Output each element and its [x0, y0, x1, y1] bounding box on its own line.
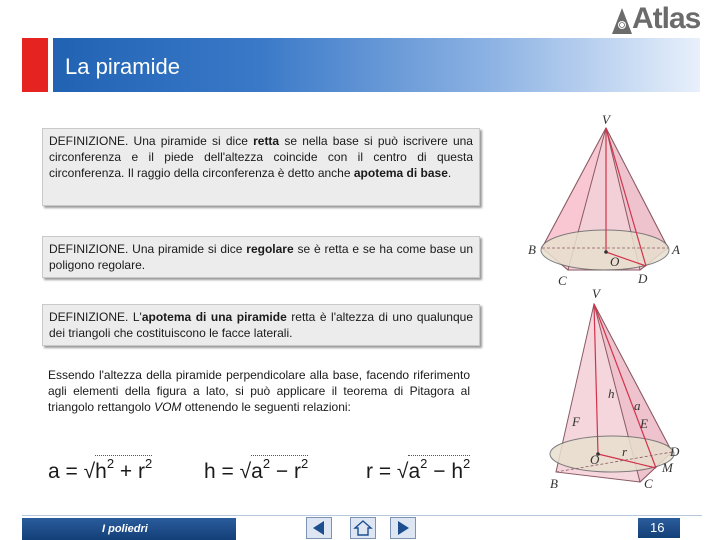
- svg-text:h: h: [608, 386, 615, 401]
- svg-text:B: B: [550, 476, 558, 491]
- footer-divider: [22, 515, 702, 516]
- page-title: La piramide: [65, 54, 180, 79]
- svg-text:M: M: [662, 460, 673, 475]
- svg-text:O: O: [610, 254, 620, 269]
- previous-icon: [307, 518, 331, 538]
- svg-text:F: F: [572, 414, 580, 429]
- definition-lead: DEFINIZIONE.: [49, 310, 129, 324]
- atlas-logo-icon: [612, 8, 632, 34]
- pyramid-figures: [522, 110, 702, 500]
- definition-lead: DEFINIZIONE.: [49, 242, 129, 256]
- definition-lead: DEFINIZIONE.: [49, 134, 129, 148]
- svg-text:V: V: [602, 112, 610, 127]
- term-apotema-di-base: apotema di base: [353, 166, 448, 180]
- previous-button[interactable]: [306, 517, 332, 539]
- pyramid-figure-2: [550, 286, 680, 491]
- definition-box-retta: DEFINIZIONE. Una piramide si dice retta se nella base si può iscrivere una circonferenza e il piede dell'altezza coincide con il centro di questa circonferenza. Il raggio della circonferenza è detto anche apotema di base.: [42, 128, 480, 206]
- definition-box-regolare: DEFINIZIONE. Una piramide si dice regolare se è retta e se ha come base un poligono regolare.: [42, 236, 480, 278]
- title-accent: [22, 38, 48, 92]
- svg-text:C: C: [644, 476, 653, 491]
- svg-text:E: E: [640, 416, 648, 431]
- formula-apotema: $a = √h^2 + r^2$: [48, 456, 153, 483]
- svg-text:A: A: [672, 242, 680, 257]
- term-retta: retta: [253, 134, 280, 148]
- next-icon: [391, 518, 415, 538]
- definition-box-apotema: DEFINIZIONE. L'apotema di una piramide retta è l'altezza di uno qualunque dei triangoli che costituiscono le facce laterali.: [42, 304, 480, 346]
- home-icon: [351, 518, 375, 538]
- formula-altezza: $h = √a^2 - r^2$: [204, 456, 309, 483]
- page-number: 16: [650, 520, 665, 535]
- svg-text:V: V: [592, 286, 600, 301]
- section-label: I poliedri: [102, 523, 148, 535]
- pyramid-figure-1: [528, 112, 680, 288]
- svg-text:D: D: [670, 444, 680, 459]
- explanation-paragraph: Essendo l'altezza della piramide perpendicolare alla base, facendo riferimento agli elementi della figura a lato, si può applicare il teorema di Pitagora al triangolo rettangolo VOM ottenendo le seguenti relazioni:: [48, 368, 470, 414]
- next-button[interactable]: [390, 517, 416, 539]
- triangle-vom: VOM: [154, 400, 182, 414]
- home-button[interactable]: [350, 517, 376, 539]
- svg-text:r: r: [622, 444, 628, 459]
- svg-text:a: a: [634, 398, 641, 413]
- atlas-logo: Atlas: [632, 2, 701, 35]
- term-apotema-piramide: apotema di una piramide: [141, 310, 287, 324]
- svg-text:B: B: [528, 242, 536, 257]
- formula-raggio: $r = √a^2 - h^2$: [366, 456, 471, 483]
- term-regolare: regolare: [246, 242, 294, 256]
- svg-text:O: O: [590, 452, 600, 467]
- svg-text:C: C: [558, 273, 567, 288]
- svg-text:D: D: [638, 271, 648, 286]
